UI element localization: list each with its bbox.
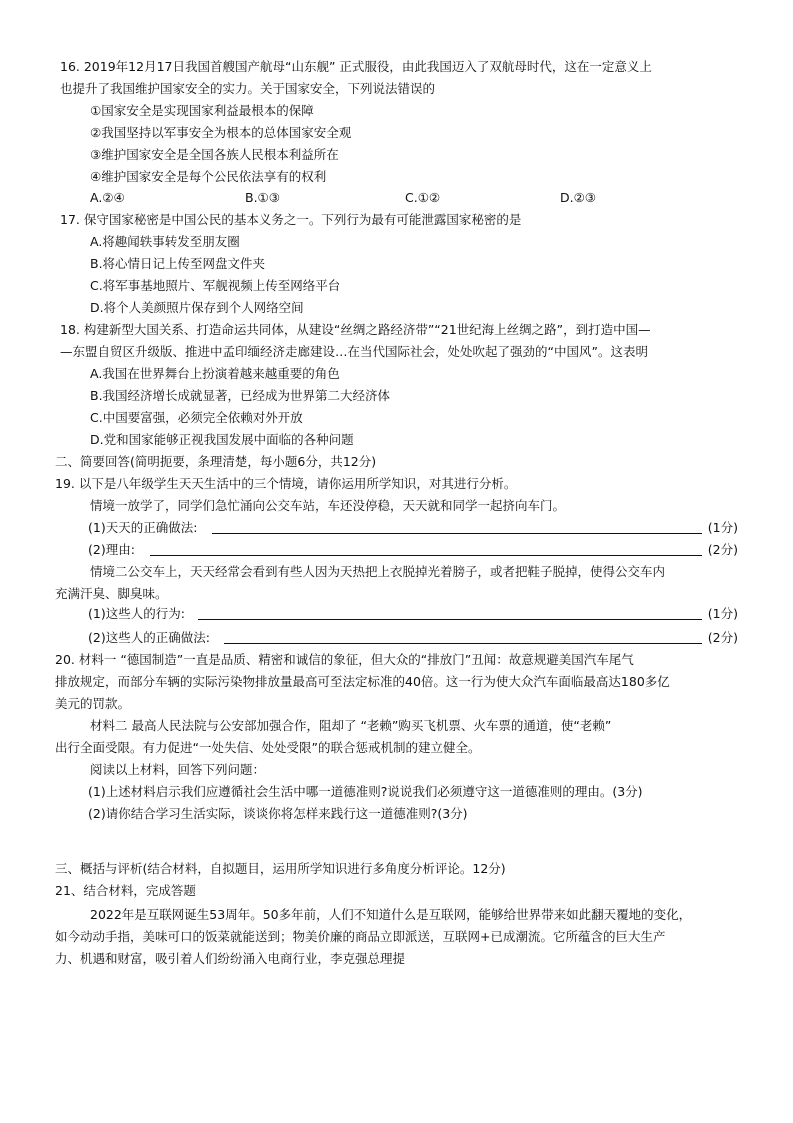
q19-blank-2-answer-line[interactable] <box>150 555 702 556</box>
q16-option-a: A.②④ <box>90 190 125 205</box>
q20-material1-line1: 20. 材料一 “德国制造”一直是品质、精密和诚信的象征，但大众的“排放门”丑闻：故意规避美国汽车尾气 <box>55 652 634 667</box>
q20-material2-line1: 材料二 最高人民法院与公安部加强合作，阻却了 “老赖”购买飞机票、火车票的通道，使“老赖” <box>90 718 612 733</box>
q16-option-b: B.①③ <box>245 190 280 205</box>
q16-item-1: ①国家安全是实现国家利益最根本的保障 <box>90 103 314 118</box>
q19-blank-4-label: (2)这些人的正确做法: <box>88 630 210 645</box>
q19-blank-2-label: (2)理由: <box>88 542 135 557</box>
q17-option-d: D.将个人美颜照片保存到个人网络空间 <box>90 300 304 315</box>
q21-paragraph-line3: 力、机遇和财富，吸引着人们纷纷涌入电商行业，李克强总理提 <box>55 951 406 966</box>
q19-blank-1-label: (1)天天的正确做法: <box>88 520 198 535</box>
q19-blank-2 <box>88 541 738 559</box>
q17-option-b: B.将心情日记上传至网盘文件夹 <box>90 256 266 271</box>
q19-blank-2-points: (2分) <box>707 542 738 557</box>
q17-option-a: A.将趣闻轶事转发至朋友圈 <box>90 234 240 249</box>
q19-blank-3-answer-line[interactable] <box>198 619 702 620</box>
q18-option-b: B.我国经济增长成就显著，已经成为世界第二大经济体 <box>90 388 391 403</box>
q18-option-a: A.我国在世界舞台上扮演着越来越重要的角色 <box>90 366 340 381</box>
q16-option-d: D.②③ <box>560 190 597 205</box>
q19-blank-1 <box>88 519 738 537</box>
q21-stem: 21、结合材料，完成答题 <box>55 883 196 898</box>
q21-paragraph-line1: 2022年是互联网诞生53周年。50多年前，人们不知道什么是互联网，能够给世界带来如此翻天覆地的变化， <box>90 907 692 922</box>
q16-option-c: C.①② <box>405 190 441 205</box>
q18-option-d: D.党和国家能够正视我国发展中面临的各种问题 <box>90 432 354 447</box>
q20-subquestion-2: (2)请你结合学习生活实际，谈谈你将怎样来践行这一道德准则?(3分) <box>88 806 468 821</box>
q19-blank-3-label: (1)这些人的行为: <box>88 606 185 621</box>
q16-item-4: ④维护国家安全是每个公民依法享有的权利 <box>90 169 327 184</box>
q19-blank-4-points: (2分) <box>707 630 738 645</box>
q16-stem-line2: 也提升了我国维护国家安全的实力。关于国家安全，下列说法错误的 <box>60 81 436 96</box>
q16-stem-line1: 16. 2019年12月17日我国首艘国产航母“山东舰” 正式服役，由此我国迈入了双航母时代，这在一定意义上 <box>60 59 652 74</box>
q19-blank-4 <box>88 629 738 647</box>
q20-material1-line2: 排放规定，而部分车辆的实际污染物排放量最高可至法定标准的40倍。这一行为使大众汽车面临最高达180多亿 <box>55 674 670 689</box>
q20-subquestion-1: (1)上述材料启示我们应遵循社会生活中哪一道德准则?说说我们必须遵守这一道德准则的理由。(3分) <box>88 784 643 799</box>
q19-blank-3-points: (1分) <box>707 606 738 621</box>
q16-item-3: ③维护国家安全是全国各族人民根本利益所在 <box>90 147 339 162</box>
q18-option-c: C.中国要富强，必须完全依赖对外开放 <box>90 410 303 425</box>
q18-stem-line2: —东盟自贸区升级版、推进中孟印缅经济走廊建设…在当代国际社会，处处吹起了强劲的“中国风”。这表明 <box>60 344 648 359</box>
q20-prompt: 阅读以上材料，回答下列问题： <box>90 762 266 777</box>
section3-heading: 三、概括与评析(结合材料，自拟题目，运用所学知识进行多角度分析评论。12分) <box>55 861 506 876</box>
q17-stem: 17. 保守国家秘密是中国公民的基本义务之一。下列行为最有可能泄露国家秘密的是 <box>60 212 522 227</box>
q20-material1-line3: 美元的罚款。 <box>55 696 131 711</box>
q20-material2-line2: 出行全面受限。有力促进“一处失信、处处受限”的联合惩戒机制的建立健全。 <box>55 740 481 755</box>
q17-option-c: C.将军事基地照片、军舰视频上传至网络平台 <box>90 278 341 293</box>
q18-stem-line1: 18. 构建新型大国关系、打造命运共同体，从建设“丝绸之路经济带”“21世纪海上丝绸之路”，到打造中国— <box>60 322 651 337</box>
q21-paragraph-line2: 如今动动手指，美味可口的饭菜就能送到；物美价廉的商品立即派送，互联网+已成潮流。它所蕴含的巨大生产 <box>55 929 666 944</box>
q19-blank-1-points: (1分) <box>707 520 738 535</box>
section2-heading: 二、简要回答(简明扼要，条理清楚，每小题6分，共12分) <box>55 454 377 469</box>
q19-scene1: 情境一放学了，同学们急忙涌向公交车站，车还没停稳，天天就和同学一起挤向车门。 <box>90 498 566 513</box>
q19-scene2-line1: 情境二公交车上，天天经常会看到有些人因为天热把上衣脱掉光着膀子，或者把鞋子脱掉，使得公交车内 <box>90 564 666 579</box>
q19-blank-4-answer-line[interactable] <box>224 643 702 644</box>
q16-item-2: ②我国坚持以军事安全为根本的总体国家安全观 <box>90 125 352 140</box>
q19-stem: 19. 以下是八年级学生天天生活中的三个情境，请你运用所学知识，对其进行分析。 <box>55 476 517 491</box>
q19-blank-1-answer-line[interactable] <box>212 533 702 534</box>
q19-scene2-line2: 充满汗臭、脚臭味。 <box>55 586 168 601</box>
q19-blank-3 <box>88 605 738 623</box>
